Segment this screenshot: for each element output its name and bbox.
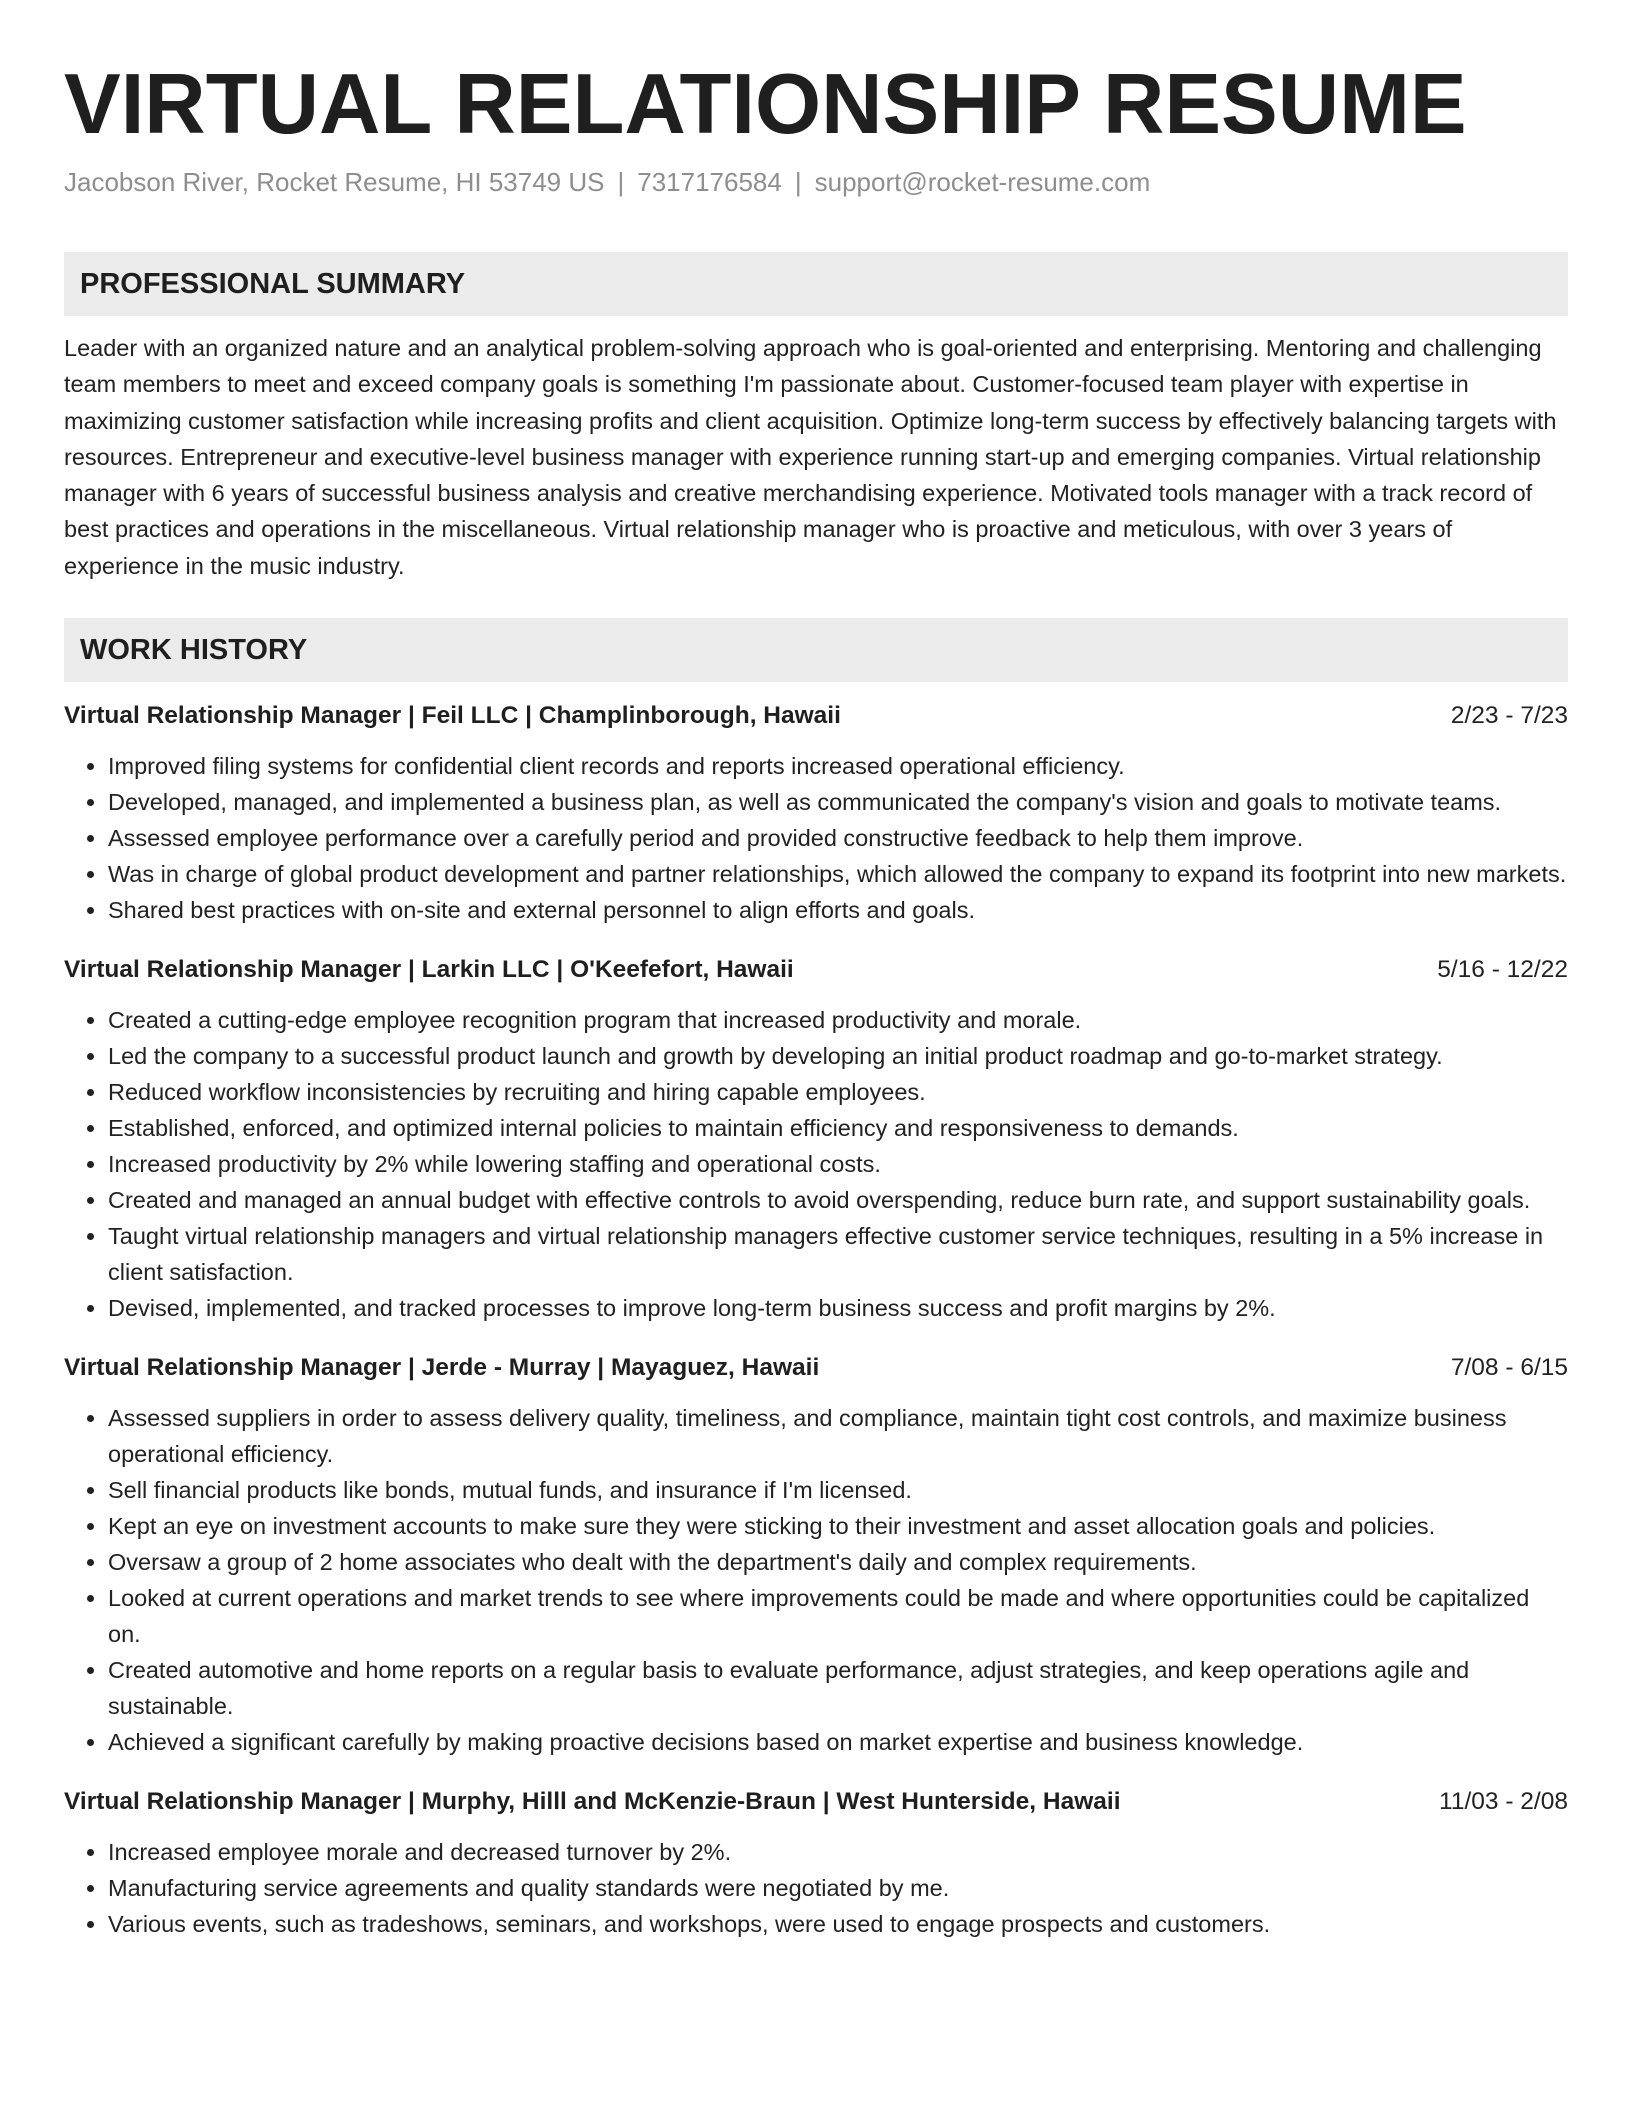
job-title: Virtual Relationship Manager | Jerde - Murray | Mayaguez, Hawaii xyxy=(64,1354,820,1382)
job-bullet: • Shared best practices with on-site and external personnel to align efforts and goals. xyxy=(108,892,1568,928)
job-bullet: • Created automotive and home reports on a regular basis to evaluate performance, adjust strategies, and keep operations agile and sustainable. xyxy=(108,1652,1568,1724)
work-history-heading: WORK HISTORY xyxy=(64,618,1568,682)
job-bullet: • Oversaw a group of 2 home associates who dealt with the department's daily and complex requirements. xyxy=(108,1544,1568,1580)
job-bullet: • Achieved a significant carefully by making proactive decisions based on market expertise and business knowledge. xyxy=(108,1724,1568,1760)
job-title: Virtual Relationship Manager | Murphy, Hilll and McKenzie-Braun | West Hunterside, Hawaii xyxy=(64,1788,1121,1816)
job-bullet: • Kept an eye on investment accounts to make sure they were sticking to their investment and asset allocation goals and policies. xyxy=(108,1508,1568,1544)
job-bullets xyxy=(64,1400,1568,1760)
contact-separator: | xyxy=(617,167,625,197)
contact-address: Jacobson River, Rocket Resume, HI 53749 US xyxy=(64,167,605,197)
job-entry xyxy=(64,952,1568,1326)
job-bullet: • Various events, such as tradeshows, seminars, and workshops, were used to engage prospects and customers. xyxy=(108,1906,1568,1942)
summary-heading: PROFESSIONAL SUMMARY xyxy=(64,252,1568,316)
job-bullet: • Created a cutting-edge employee recognition program that increased productivity and morale. xyxy=(108,1002,1568,1038)
job-header xyxy=(64,1350,1568,1386)
job-entry xyxy=(64,1350,1568,1760)
resume-page xyxy=(64,50,1568,1942)
job-bullet: • Reduced workflow inconsistencies by recruiting and hiring capable employees. xyxy=(108,1074,1568,1110)
job-bullet: • Taught virtual relationship managers and virtual relationship managers effective customer service techniques, resulting in a 5% increase in client satisfaction. xyxy=(108,1218,1568,1290)
job-bullet: • Established, enforced, and optimized internal policies to maintain efficiency and responsiveness to demands. xyxy=(108,1110,1568,1146)
contact-email: support@rocket-resume.com xyxy=(814,167,1151,197)
job-bullet: • Increased productivity by 2% while lowering staffing and operational costs. xyxy=(108,1146,1568,1182)
job-header xyxy=(64,952,1568,988)
job-title: Virtual Relationship Manager | Larkin LLC | O'Keefefort, Hawaii xyxy=(64,956,794,984)
job-dates: 7/08 - 6/15 xyxy=(1450,1354,1568,1382)
job-dates: 2/23 - 7/23 xyxy=(1450,702,1568,730)
job-bullet: • Improved filing systems for confidential client records and reports increased operational efficiency. xyxy=(108,748,1568,784)
job-bullet: • Developed, managed, and implemented a business plan, as well as communicated the company's vision and goals to motivate teams. xyxy=(108,784,1568,820)
job-bullet: • Assessed suppliers in order to assess delivery quality, timeliness, and compliance, maintain tight cost controls, and maximize business operational efficiency. xyxy=(108,1400,1568,1472)
contact-line xyxy=(64,164,1568,200)
job-bullet: • Devised, implemented, and tracked processes to improve long-term business success and profit margins by 2%. xyxy=(108,1290,1568,1326)
job-bullets xyxy=(64,1834,1568,1942)
job-bullets xyxy=(64,748,1568,928)
job-header xyxy=(64,1784,1568,1820)
job-title: Virtual Relationship Manager | Feil LLC | Champlinborough, Hawaii xyxy=(64,702,841,730)
job-bullet: • Increased employee morale and decreased turnover by 2%. xyxy=(108,1834,1568,1870)
job-dates: 11/03 - 2/08 xyxy=(1439,1788,1568,1816)
job-entry xyxy=(64,698,1568,928)
job-bullet: • Manufacturing service agreements and quality standards were negotiated by me. xyxy=(108,1870,1568,1906)
job-bullet: • Was in charge of global product development and partner relationships, which allowed the company to expand its footprint into new markets. xyxy=(108,856,1568,892)
job-header xyxy=(64,698,1568,734)
resume-title: VIRTUAL RELATIONSHIP RESUME xyxy=(64,57,1467,152)
job-bullet: • Sell financial products like bonds, mutual funds, and insurance if I'm licensed. xyxy=(108,1472,1568,1508)
job-entry xyxy=(64,1784,1568,1942)
contact-phone: 7317176584 xyxy=(637,167,782,197)
job-bullet: • Created and managed an annual budget with effective controls to avoid overspending, reduce burn rate, and support sustainability goals. xyxy=(108,1182,1568,1218)
summary-text: Leader with an organized nature and an analytical problem-solving approach who is goal-oriented and enterprising. Mentoring and challenging team members to meet and exceed company goals is something I'm passionate about. Customer-focused team player with expertise in maximizing customer satisfaction while increasing profits and client acquisition. Optimize long-term success by effectively balancing targets with resources. Entrepreneur and executive-level business manager with experience running start-up and emerging companies. Virtual relationship manager with 6 years of successful business analysis and creative merchandising experience. Motivated tools manager with a track record of best practices and operations in the miscellaneous. Virtual relationship manager who is proactive and meticulous, with over 3 years of experience in the music industry. xyxy=(64,335,1557,579)
job-dates: 5/16 - 12/22 xyxy=(1437,956,1568,984)
job-bullet: • Looked at current operations and market trends to see where improvements could be made and where opportunities could be capitalized on. xyxy=(108,1580,1568,1652)
job-bullet: • Led the company to a successful product launch and growth by developing an initial product roadmap and go-to-market strategy. xyxy=(108,1038,1568,1074)
job-bullets xyxy=(64,1002,1568,1326)
job-bullet: • Assessed employee performance over a carefully period and provided constructive feedback to help them improve. xyxy=(108,820,1568,856)
contact-separator: | xyxy=(794,167,802,197)
